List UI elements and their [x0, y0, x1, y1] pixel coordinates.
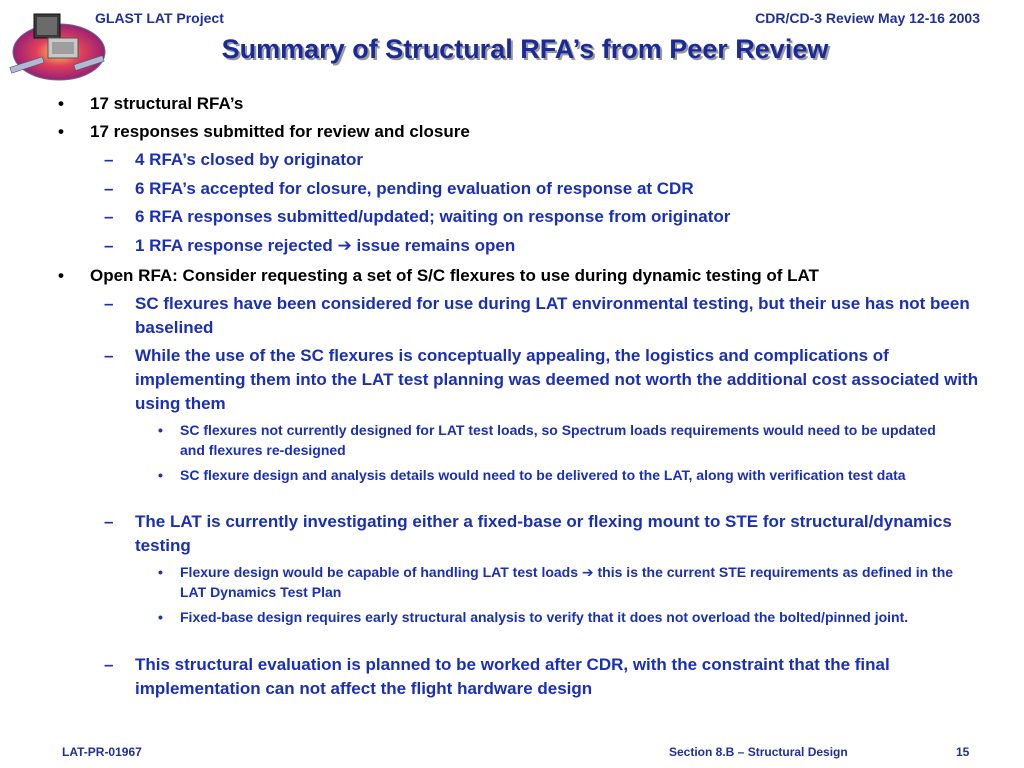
- sub-bullet-item: The LAT is currently investigating either a fixed-base or flexing mount to STE for structural/dynamics testing: [135, 512, 952, 555]
- sub-bullet-item: 4 RFA’s closed by originator: [135, 150, 363, 169]
- sub-sub-bullet-item: Flexure design would be capable of handling LAT test loads ➔ this is the current STE requirements as defined in the LAT Dynamics Test Plan: [180, 564, 954, 600]
- dash-marker: –: [104, 512, 114, 531]
- bullet-marker: •: [158, 564, 163, 580]
- project-name: GLAST LAT Project: [95, 10, 224, 26]
- sub-bullet-item: 6 RFA’s accepted for closure, pending evaluation of response at CDR: [135, 179, 694, 198]
- bullet-item: 17 structural RFA’s: [90, 94, 244, 113]
- bullet-marker: •: [58, 122, 64, 141]
- sub-sub-bullet-item: SC flexures not currently designed for LAT test loads, so Spectrum loads requirements would need to be updated and flexures re-designed: [180, 422, 936, 458]
- bullet-marker: •: [158, 467, 163, 483]
- sub-bullet-item: SC flexures have been considered for use during LAT environmental testing, but their use has not been baselined: [135, 294, 970, 337]
- bullet-marker: •: [158, 609, 163, 625]
- sub-bullet-item: This structural evaluation is planned to be worked after CDR, with the constraint that the final implementation can not affect the flight hardware design: [135, 655, 890, 698]
- review-info: CDR/CD-3 Review May 12-16 2003: [755, 10, 980, 26]
- page-number: 15: [956, 745, 970, 759]
- dash-marker: –: [104, 150, 114, 169]
- sub-sub-bullet-item: Fixed-base design requires early structural analysis to verify that it does not overload the bolted/pinned joint.: [180, 609, 909, 625]
- bullet-item: 17 responses submitted for review and closure: [90, 122, 470, 141]
- dash-marker: –: [104, 655, 114, 674]
- sub-bullet-item: 6 RFA responses submitted/updated; waiting on response from originator: [135, 207, 731, 226]
- dash-marker: –: [104, 179, 114, 198]
- dash-marker: –: [104, 294, 114, 313]
- sub-sub-bullet-item: SC flexure design and analysis details would need to be delivered to the LAT, along with verification test data: [180, 467, 906, 483]
- dash-marker: –: [104, 207, 114, 226]
- bullet-marker: •: [58, 266, 64, 285]
- document-id: LAT-PR-01967: [62, 745, 142, 759]
- bullet-marker: •: [158, 422, 163, 438]
- dash-marker: –: [104, 346, 114, 365]
- dash-marker: –: [104, 236, 114, 255]
- slide-title: Summary of Structural RFA’s from Peer Review: [221, 34, 829, 64]
- section-name: Section 8.B – Structural Design: [669, 745, 848, 759]
- bullet-item: Open RFA: Consider requesting a set of S/C flexures to use during dynamic testing of LAT: [90, 266, 819, 285]
- sub-bullet-item: 1 RFA response rejected ➔ issue remains open: [135, 236, 516, 255]
- bullet-marker: •: [58, 94, 64, 113]
- sub-bullet-item: While the use of the SC flexures is conceptually appealing, the logistics and complications of implementing them into the LAT test planning was deemed not worth the additional cost associated with using them: [135, 346, 979, 413]
